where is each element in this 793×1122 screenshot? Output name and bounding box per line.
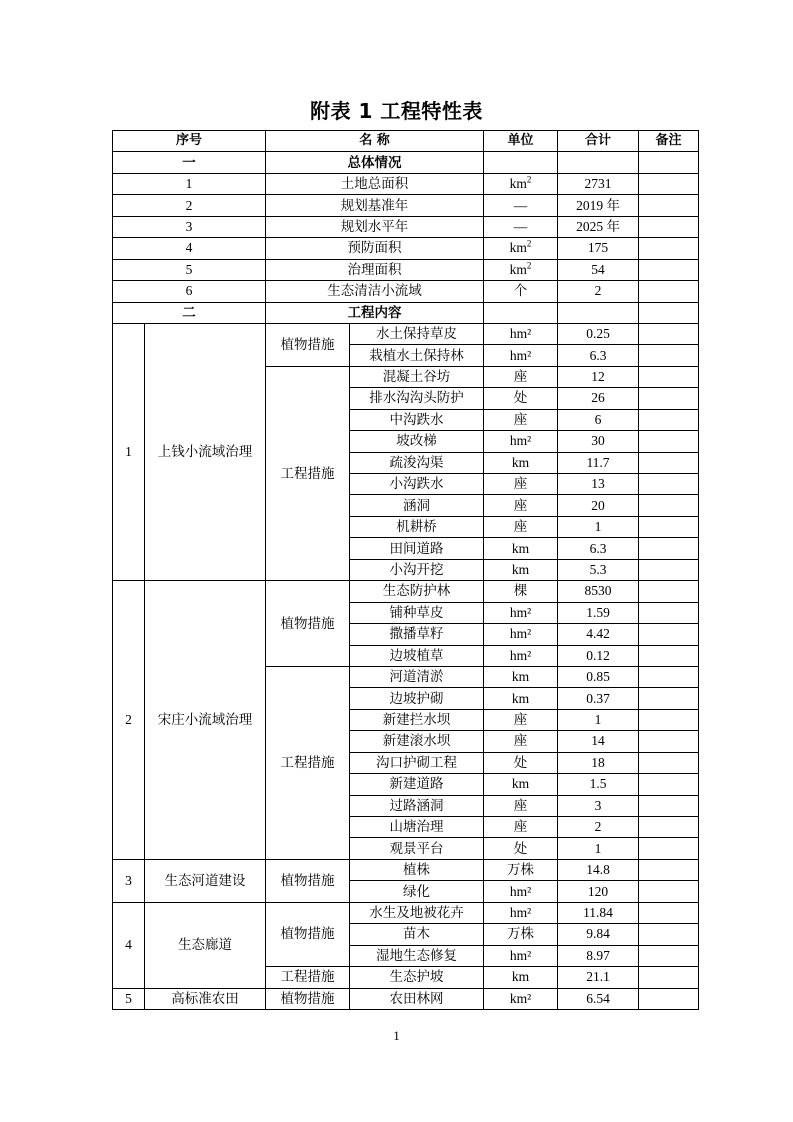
item-row [113, 902, 699, 923]
item-name-cell: 苗木 [350, 924, 484, 945]
unit-cell: 座 [484, 731, 558, 752]
overview-row [113, 238, 699, 259]
unit-cell: 座 [484, 795, 558, 816]
item-name-cell: 过路涵洞 [350, 795, 484, 816]
remark-cell [639, 988, 699, 1009]
unit-cell: 棵 [484, 581, 558, 602]
unit-cell: hm² [484, 881, 558, 902]
unit-cell [484, 281, 558, 302]
item-name-cell: 沟口护砌工程 [350, 752, 484, 773]
item-name-cell: 预防面积 [266, 238, 484, 259]
total-cell: 1.5 [558, 774, 639, 795]
total-cell: 11.84 [558, 902, 639, 923]
unit-superscript: 2 [526, 238, 532, 249]
total-cell: 6.3 [558, 345, 639, 366]
remark-cell [639, 388, 699, 409]
overview-row [113, 281, 699, 302]
item-row [113, 323, 699, 344]
unit-superscript: 2 [526, 174, 532, 185]
item-name-cell: 边坡植草 [350, 645, 484, 666]
remark-cell [639, 216, 699, 237]
total-cell: 6 [558, 409, 639, 430]
item-name-cell: 生态防护林 [350, 581, 484, 602]
remark-cell [639, 624, 699, 645]
header-remark: 备注 [639, 131, 699, 152]
item-name-cell: 撒播草籽 [350, 624, 484, 645]
measure-type-cell: 工程措施 [266, 366, 350, 580]
item-name-cell: 小沟跌水 [350, 474, 484, 495]
item-name-cell: 治理面积 [266, 259, 484, 280]
unit-cell: 万株 [484, 859, 558, 880]
remark-cell [639, 817, 699, 838]
measure-type-cell: 植物措施 [266, 902, 350, 966]
item-name-cell: 小沟开挖 [350, 559, 484, 580]
remark-cell [639, 581, 699, 602]
item-name-cell: 农田林网 [350, 988, 484, 1009]
header-total: 合计 [558, 131, 639, 152]
section-seq: 一 [113, 152, 266, 173]
item-row [113, 988, 699, 1009]
remark-cell [639, 452, 699, 473]
seq-cell: 6 [113, 281, 266, 302]
total-cell: 13 [558, 474, 639, 495]
item-name-cell: 生态护坡 [350, 967, 484, 988]
unit-cell: 座 [484, 366, 558, 387]
remark-cell [639, 774, 699, 795]
remark-cell [639, 323, 699, 344]
total-cell: 2019 年 [558, 195, 639, 216]
item-name-cell: 河道清淤 [350, 666, 484, 687]
seq-cell: 3 [113, 216, 266, 237]
group-name-cell: 宋庄小流域治理 [145, 581, 266, 860]
unit-cell: hm² [484, 945, 558, 966]
total-cell: 1 [558, 838, 639, 859]
unit-cell: km [484, 774, 558, 795]
seq-cell: 1 [113, 173, 266, 194]
group-name-cell: 生态廊道 [145, 902, 266, 988]
unit-cell [484, 259, 558, 280]
item-name-cell: 新建道路 [350, 774, 484, 795]
item-name-cell: 规划水平年 [266, 216, 484, 237]
remark-cell [639, 795, 699, 816]
unit-text: — [513, 218, 528, 234]
remark-cell [639, 238, 699, 259]
total-cell: 3 [558, 795, 639, 816]
total-cell: 14.8 [558, 859, 639, 880]
total-cell: 120 [558, 881, 639, 902]
unit-cell [484, 238, 558, 259]
item-row [113, 581, 699, 602]
header-name: 名 称 [266, 131, 484, 152]
item-name-cell: 植株 [350, 859, 484, 880]
item-name-cell: 涵洞 [350, 495, 484, 516]
total-cell: 0.25 [558, 323, 639, 344]
unit-cell: hm² [484, 345, 558, 366]
unit-cell [484, 216, 558, 237]
remark-cell [639, 538, 699, 559]
item-name-cell: 中沟跌水 [350, 409, 484, 430]
project-characteristics-table [112, 130, 699, 1010]
item-name-cell: 混凝土谷坊 [350, 366, 484, 387]
item-name-cell: 生态清洁小流域 [266, 281, 484, 302]
total-cell: 18 [558, 752, 639, 773]
remark-cell [639, 302, 699, 323]
group-seq-cell: 3 [113, 859, 145, 902]
page-number: 1 [393, 1028, 400, 1043]
remark-cell [639, 752, 699, 773]
unit-cell: hm² [484, 323, 558, 344]
total-cell [558, 152, 639, 173]
unit-cell: 座 [484, 516, 558, 537]
remark-cell [639, 859, 699, 880]
page-title: 附表 1 工程特性表 [310, 99, 483, 123]
seq-cell: 4 [113, 238, 266, 259]
remark-cell [639, 559, 699, 580]
remark-cell [639, 666, 699, 687]
remark-cell [639, 474, 699, 495]
unit-cell [484, 195, 558, 216]
remark-cell [639, 195, 699, 216]
unit-cell: hm² [484, 602, 558, 623]
total-cell: 6.3 [558, 538, 639, 559]
total-cell: 26 [558, 388, 639, 409]
item-row [113, 859, 699, 880]
total-cell: 1 [558, 709, 639, 730]
group-seq-cell: 1 [113, 323, 145, 580]
unit-cell: km [484, 967, 558, 988]
remark-cell [639, 409, 699, 430]
unit-cell: km [484, 452, 558, 473]
unit-cell: hm² [484, 645, 558, 666]
item-name-cell: 山塘治理 [350, 817, 484, 838]
overview-row [113, 195, 699, 216]
item-name-cell: 水生及地被花卉 [350, 902, 484, 923]
total-cell: 2 [558, 281, 639, 302]
total-cell: 175 [558, 238, 639, 259]
total-cell: 30 [558, 431, 639, 452]
item-name-cell: 田间道路 [350, 538, 484, 559]
unit-text: km [509, 240, 527, 256]
remark-cell [639, 945, 699, 966]
total-cell: 0.37 [558, 688, 639, 709]
section-row [113, 302, 699, 323]
total-cell: 2 [558, 817, 639, 838]
item-name-cell: 边坡护砌 [350, 688, 484, 709]
measure-type-cell: 植物措施 [266, 988, 350, 1009]
total-cell: 2731 [558, 173, 639, 194]
total-cell: 12 [558, 366, 639, 387]
section-seq: 二 [113, 302, 266, 323]
total-cell: 5.3 [558, 559, 639, 580]
total-cell: 11.7 [558, 452, 639, 473]
unit-cell: 万株 [484, 924, 558, 945]
unit-cell: hm² [484, 624, 558, 645]
measure-type-cell: 植物措施 [266, 323, 350, 366]
group-name-cell: 上钱小流域治理 [145, 323, 266, 580]
remark-cell [639, 259, 699, 280]
group-seq-cell: 5 [113, 988, 145, 1009]
seq-cell: 5 [113, 259, 266, 280]
unit-cell: km [484, 538, 558, 559]
unit-cell: hm² [484, 431, 558, 452]
overview-row [113, 259, 699, 280]
item-name-cell: 土地总面积 [266, 173, 484, 194]
unit-text: — [513, 197, 528, 213]
total-cell: 0.12 [558, 645, 639, 666]
item-name-cell: 机耕桥 [350, 516, 484, 537]
unit-cell: 处 [484, 752, 558, 773]
remark-cell [639, 731, 699, 752]
unit-cell: 座 [484, 817, 558, 838]
total-cell: 6.54 [558, 988, 639, 1009]
table-body [113, 152, 699, 1010]
item-name-cell: 绿化 [350, 881, 484, 902]
item-name-cell: 排水沟沟头防护 [350, 388, 484, 409]
unit-cell [484, 173, 558, 194]
remark-cell [639, 709, 699, 730]
item-name-cell: 水土保持草皮 [350, 323, 484, 344]
total-cell: 8530 [558, 581, 639, 602]
section-title: 总体情况 [266, 152, 484, 173]
unit-cell: 座 [484, 709, 558, 730]
unit-cell: 座 [484, 495, 558, 516]
remark-cell [639, 281, 699, 302]
unit-cell: km² [484, 988, 558, 1009]
remark-cell [639, 431, 699, 452]
header-unit: 单位 [484, 131, 558, 152]
measure-type-cell: 植物措施 [266, 581, 350, 667]
group-seq-cell: 4 [113, 902, 145, 988]
item-name-cell: 铺种草皮 [350, 602, 484, 623]
measure-type-cell: 工程措施 [266, 967, 350, 988]
unit-cell [484, 152, 558, 173]
remark-cell [639, 838, 699, 859]
total-cell: 21.1 [558, 967, 639, 988]
item-name-cell: 坡改梯 [350, 431, 484, 452]
unit-cell: km [484, 688, 558, 709]
overview-row [113, 173, 699, 194]
total-cell: 20 [558, 495, 639, 516]
item-name-cell: 栽植水土保持林 [350, 345, 484, 366]
remark-cell [639, 495, 699, 516]
item-name-cell: 新建滚水坝 [350, 731, 484, 752]
remark-cell [639, 152, 699, 173]
total-cell: 1.59 [558, 602, 639, 623]
group-seq-cell: 2 [113, 581, 145, 860]
unit-text: 个 [513, 283, 528, 299]
total-cell: 54 [558, 259, 639, 280]
unit-text: km [509, 261, 527, 277]
remark-cell [639, 645, 699, 666]
group-name-cell: 生态河道建设 [145, 859, 266, 902]
remark-cell [639, 602, 699, 623]
item-name-cell: 观景平台 [350, 838, 484, 859]
header-row [113, 131, 699, 152]
item-name-cell: 新建拦水坝 [350, 709, 484, 730]
remark-cell [639, 924, 699, 945]
remark-cell [639, 366, 699, 387]
unit-text: km [509, 176, 527, 192]
item-name-cell: 湿地生态修复 [350, 945, 484, 966]
measure-type-cell: 植物措施 [266, 859, 350, 902]
item-name-cell: 规划基准年 [266, 195, 484, 216]
unit-cell: 处 [484, 388, 558, 409]
remark-cell [639, 173, 699, 194]
remark-cell [639, 516, 699, 537]
header-seq: 序号 [113, 131, 266, 152]
remark-cell [639, 688, 699, 709]
total-cell [558, 302, 639, 323]
total-cell: 1 [558, 516, 639, 537]
total-cell: 2025 年 [558, 216, 639, 237]
seq-cell: 2 [113, 195, 266, 216]
unit-cell [484, 302, 558, 323]
total-cell: 0.85 [558, 666, 639, 687]
remark-cell [639, 881, 699, 902]
unit-cell: km [484, 666, 558, 687]
measure-type-cell: 工程措施 [266, 666, 350, 859]
unit-cell: km [484, 559, 558, 580]
total-cell: 4.42 [558, 624, 639, 645]
group-name-cell: 高标准农田 [145, 988, 266, 1009]
section-title: 工程内容 [266, 302, 484, 323]
total-cell: 14 [558, 731, 639, 752]
section-row [113, 152, 699, 173]
item-name-cell: 疏浚沟渠 [350, 452, 484, 473]
unit-cell: hm² [484, 902, 558, 923]
unit-superscript: 2 [526, 260, 532, 271]
overview-row [113, 216, 699, 237]
total-cell: 8.97 [558, 945, 639, 966]
remark-cell [639, 902, 699, 923]
total-cell: 9.84 [558, 924, 639, 945]
remark-cell [639, 345, 699, 366]
unit-cell: 处 [484, 838, 558, 859]
unit-cell: 座 [484, 474, 558, 495]
remark-cell [639, 967, 699, 988]
unit-cell: 座 [484, 409, 558, 430]
